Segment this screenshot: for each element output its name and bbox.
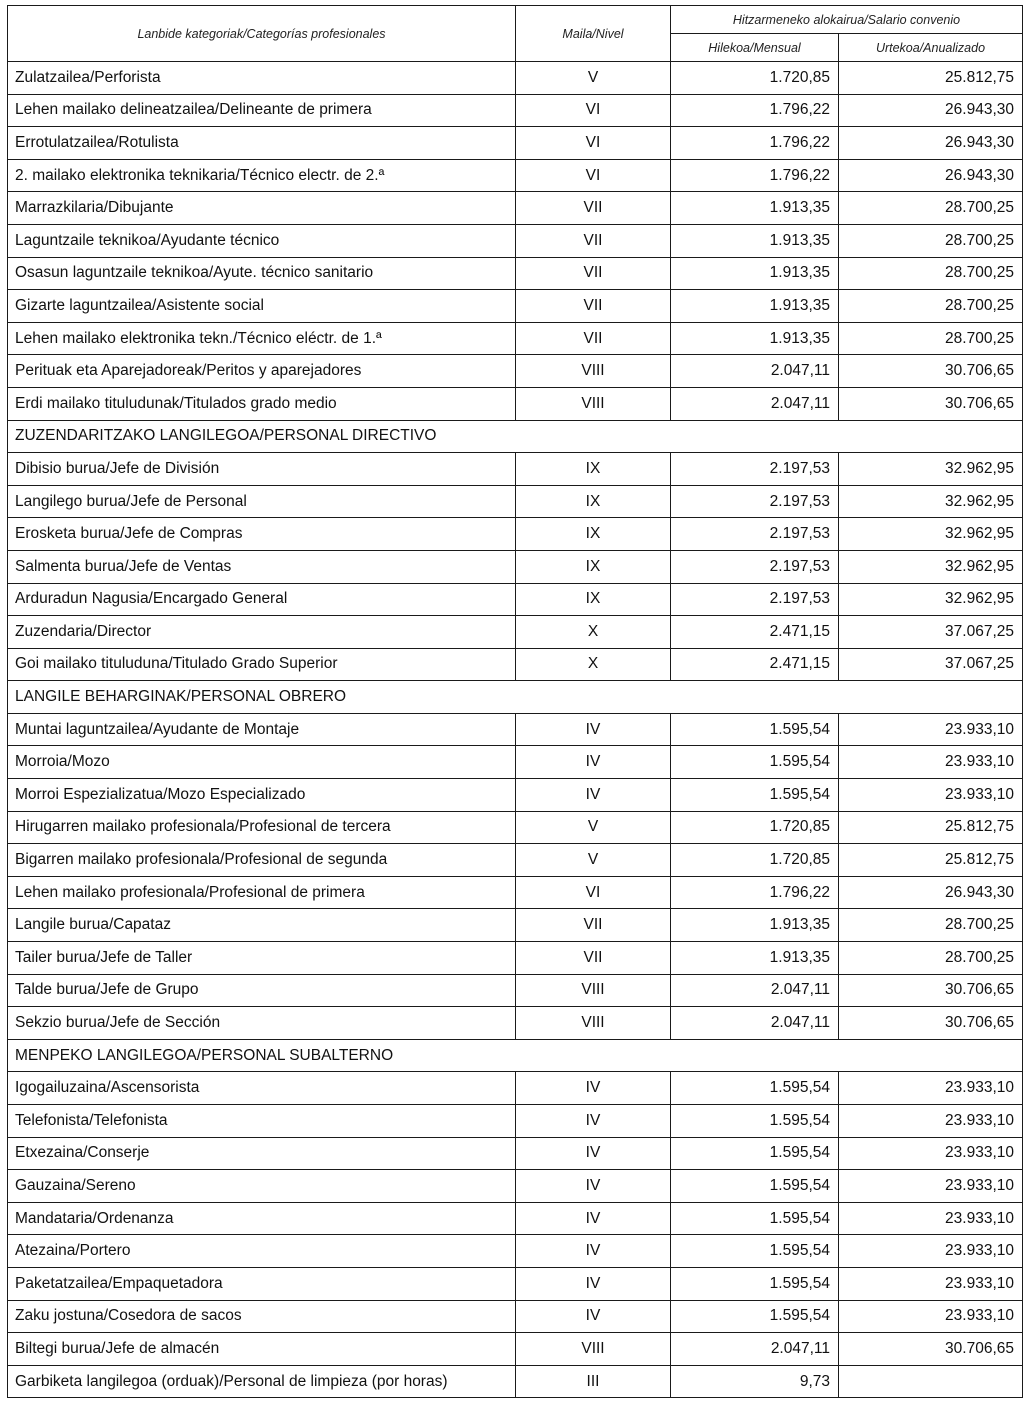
category-cell: Zuzendaria/Director [8, 616, 516, 649]
annual-salary-cell: 26.943,30 [839, 876, 1023, 909]
monthly-salary-cell: 1.595,54 [671, 779, 839, 812]
level-cell: IV [516, 746, 671, 779]
header-monthly: Hilekoa/Mensual [671, 34, 839, 62]
monthly-salary-cell: 1.720,85 [671, 811, 839, 844]
table-row [8, 127, 1023, 160]
level-cell: VII [516, 290, 671, 323]
table-row [8, 550, 1023, 583]
category-cell: Marrazkilaria/Dibujante [8, 192, 516, 225]
category-cell: Langilego burua/Jefe de Personal [8, 485, 516, 518]
level-cell: VIII [516, 1333, 671, 1366]
monthly-salary-cell: 2.197,53 [671, 485, 839, 518]
table-row [8, 224, 1023, 257]
annual-salary-cell: 30.706,65 [839, 974, 1023, 1007]
category-cell: Bigarren mailako profesionala/Profesional de segunda [8, 844, 516, 877]
monthly-salary-cell: 1.595,54 [671, 1202, 839, 1235]
category-cell: Erosketa burua/Jefe de Compras [8, 518, 516, 551]
level-cell: IV [516, 779, 671, 812]
level-cell: VI [516, 159, 671, 192]
annual-salary-cell: 23.933,10 [839, 1170, 1023, 1203]
level-cell: VII [516, 322, 671, 355]
monthly-salary-cell: 2.197,53 [671, 518, 839, 551]
monthly-salary-cell: 2.047,11 [671, 974, 839, 1007]
category-cell: Erdi mailako tituludunak/Titulados grado medio [8, 387, 516, 420]
level-cell: IX [516, 583, 671, 616]
annual-salary-cell: 26.943,30 [839, 159, 1023, 192]
category-cell: Arduradun Nagusia/Encargado General [8, 583, 516, 616]
level-cell: IV [516, 1202, 671, 1235]
table-header [8, 6, 1023, 62]
category-cell: Lehen mailako delineatzailea/Delineante de primera [8, 94, 516, 127]
level-cell: IX [516, 453, 671, 486]
category-cell: Talde burua/Jefe de Grupo [8, 974, 516, 1007]
table-row [8, 192, 1023, 225]
section-title: ZUZENDARITZAKO LANGILEGOA/PERSONAL DIRECTIVO [8, 420, 1023, 453]
table-row [8, 844, 1023, 877]
monthly-salary-cell: 1.595,54 [671, 1105, 839, 1138]
monthly-salary-cell: 1.720,85 [671, 62, 839, 95]
table-row [8, 322, 1023, 355]
header-salary-group: Hitzarmeneko alokairua/Salario convenio [671, 6, 1023, 34]
level-cell: VIII [516, 974, 671, 1007]
section-header-row [8, 420, 1023, 453]
monthly-salary-cell: 2.197,53 [671, 583, 839, 616]
monthly-salary-cell: 2.471,15 [671, 648, 839, 681]
table-row [8, 1105, 1023, 1138]
table-row [8, 159, 1023, 192]
annual-salary-cell: 28.700,25 [839, 942, 1023, 975]
level-cell: VII [516, 942, 671, 975]
monthly-salary-cell: 2.197,53 [671, 550, 839, 583]
table-row [8, 1365, 1023, 1398]
table-row [8, 811, 1023, 844]
category-cell: Sekzio burua/Jefe de Sección [8, 1007, 516, 1040]
category-cell: Gizarte laguntzailea/Asistente social [8, 290, 516, 323]
annual-salary-cell: 23.933,10 [839, 1202, 1023, 1235]
table-row [8, 616, 1023, 649]
salary-table [7, 5, 1023, 1398]
annual-salary-cell: 28.700,25 [839, 224, 1023, 257]
table-row [8, 713, 1023, 746]
annual-salary-cell: 23.933,10 [839, 1072, 1023, 1105]
category-cell: Biltegi burua/Jefe de almacén [8, 1333, 516, 1366]
monthly-salary-cell: 1.595,54 [671, 1235, 839, 1268]
monthly-salary-cell: 1.595,54 [671, 1170, 839, 1203]
level-cell: IV [516, 1267, 671, 1300]
table-row [8, 290, 1023, 323]
table-row [8, 1137, 1023, 1170]
table-row [8, 1007, 1023, 1040]
category-cell: Salmenta burua/Jefe de Ventas [8, 550, 516, 583]
monthly-salary-cell: 2.047,11 [671, 355, 839, 388]
section-title: LANGILE BEHARGINAK/PERSONAL OBRERO [8, 681, 1023, 714]
level-cell: IV [516, 1072, 671, 1105]
monthly-salary-cell: 2.047,11 [671, 387, 839, 420]
monthly-salary-cell: 1.913,35 [671, 257, 839, 290]
table-row [8, 876, 1023, 909]
category-cell: Tailer burua/Jefe de Taller [8, 942, 516, 975]
section-header-row [8, 681, 1023, 714]
monthly-salary-cell: 1.595,54 [671, 1267, 839, 1300]
annual-salary-cell: 37.067,25 [839, 648, 1023, 681]
monthly-salary-cell: 1.913,35 [671, 322, 839, 355]
table-row [8, 518, 1023, 551]
salary-table-container [7, 5, 1022, 1398]
annual-salary-cell: 23.933,10 [839, 713, 1023, 746]
section-header-row [8, 1039, 1023, 1072]
category-cell: Mandataria/Ordenanza [8, 1202, 516, 1235]
annual-salary-cell: 23.933,10 [839, 1235, 1023, 1268]
monthly-salary-cell: 2.047,11 [671, 1007, 839, 1040]
monthly-salary-cell: 2.047,11 [671, 1333, 839, 1366]
monthly-salary-cell: 1.796,22 [671, 127, 839, 160]
annual-salary-cell: 28.700,25 [839, 192, 1023, 225]
header-level: Maila/Nivel [516, 6, 671, 62]
level-cell: VIII [516, 387, 671, 420]
level-cell: IV [516, 1105, 671, 1138]
level-cell: IV [516, 1235, 671, 1268]
category-cell: Telefonista/Telefonista [8, 1105, 516, 1138]
annual-salary-cell [839, 1365, 1023, 1398]
level-cell: V [516, 62, 671, 95]
category-cell: Zulatzailea/Perforista [8, 62, 516, 95]
table-body [8, 62, 1023, 1398]
monthly-salary-cell: 1.595,54 [671, 713, 839, 746]
annual-salary-cell: 28.700,25 [839, 322, 1023, 355]
annual-salary-cell: 32.962,95 [839, 453, 1023, 486]
category-cell: Muntai laguntzailea/Ayudante de Montaje [8, 713, 516, 746]
level-cell: IX [516, 518, 671, 551]
monthly-salary-cell: 1.913,35 [671, 909, 839, 942]
annual-salary-cell: 30.706,65 [839, 1333, 1023, 1366]
table-row [8, 453, 1023, 486]
level-cell: IX [516, 485, 671, 518]
level-cell: III [516, 1365, 671, 1398]
table-row [8, 1072, 1023, 1105]
section-title: MENPEKO LANGILEGOA/PERSONAL SUBALTERNO [8, 1039, 1023, 1072]
category-cell: Lehen mailako profesionala/Profesional de primera [8, 876, 516, 909]
category-cell: Morroia/Mozo [8, 746, 516, 779]
monthly-salary-cell: 1.720,85 [671, 844, 839, 877]
table-row [8, 746, 1023, 779]
monthly-salary-cell: 1.595,54 [671, 746, 839, 779]
annual-salary-cell: 23.933,10 [839, 1105, 1023, 1138]
table-row [8, 257, 1023, 290]
monthly-salary-cell: 1.913,35 [671, 942, 839, 975]
annual-salary-cell: 32.962,95 [839, 485, 1023, 518]
level-cell: IV [516, 1137, 671, 1170]
header-category: Lanbide kategoriak/Categorías profesionales [8, 6, 516, 62]
table-row [8, 1235, 1023, 1268]
annual-salary-cell: 26.943,30 [839, 94, 1023, 127]
category-cell: Zaku jostuna/Cosedora de sacos [8, 1300, 516, 1333]
category-cell: Hirugarren mailako profesionala/Profesional de tercera [8, 811, 516, 844]
monthly-salary-cell: 9,73 [671, 1365, 839, 1398]
category-cell: Paketatzailea/Empaquetadora [8, 1267, 516, 1300]
monthly-salary-cell: 2.197,53 [671, 453, 839, 486]
monthly-salary-cell: 1.796,22 [671, 159, 839, 192]
table-row [8, 94, 1023, 127]
category-cell: Garbiketa langilegoa (orduak)/Personal de limpieza (por horas) [8, 1365, 516, 1398]
annual-salary-cell: 28.700,25 [839, 257, 1023, 290]
level-cell: VII [516, 224, 671, 257]
level-cell: IV [516, 1300, 671, 1333]
level-cell: IV [516, 1170, 671, 1203]
annual-salary-cell: 25.812,75 [839, 62, 1023, 95]
annual-salary-cell: 23.933,10 [839, 1300, 1023, 1333]
level-cell: X [516, 616, 671, 649]
level-cell: V [516, 811, 671, 844]
table-row [8, 485, 1023, 518]
level-cell: V [516, 844, 671, 877]
annual-salary-cell: 23.933,10 [839, 746, 1023, 779]
level-cell: VI [516, 94, 671, 127]
header-annual: Urtekoa/Anualizado [839, 34, 1023, 62]
category-cell: Etxezaina/Conserje [8, 1137, 516, 1170]
annual-salary-cell: 26.943,30 [839, 127, 1023, 160]
monthly-salary-cell: 2.471,15 [671, 616, 839, 649]
category-cell: Osasun laguntzaile teknikoa/Ayute. técnico sanitario [8, 257, 516, 290]
table-row [8, 779, 1023, 812]
monthly-salary-cell: 1.796,22 [671, 94, 839, 127]
annual-salary-cell: 37.067,25 [839, 616, 1023, 649]
level-cell: IX [516, 550, 671, 583]
monthly-salary-cell: 1.913,35 [671, 192, 839, 225]
table-row [8, 1170, 1023, 1203]
level-cell: VII [516, 909, 671, 942]
monthly-salary-cell: 1.595,54 [671, 1072, 839, 1105]
category-cell: Lehen mailako elektronika tekn./Técnico eléctr. de 1.ª [8, 322, 516, 355]
table-row [8, 909, 1023, 942]
category-cell: Perituak eta Aparejadoreak/Peritos y aparejadores [8, 355, 516, 388]
annual-salary-cell: 30.706,65 [839, 355, 1023, 388]
level-cell: VII [516, 192, 671, 225]
table-row [8, 583, 1023, 616]
monthly-salary-cell: 1.913,35 [671, 290, 839, 323]
category-cell: Laguntzaile teknikoa/Ayudante técnico [8, 224, 516, 257]
table-row [8, 1202, 1023, 1235]
annual-salary-cell: 23.933,10 [839, 1267, 1023, 1300]
level-cell: VI [516, 876, 671, 909]
monthly-salary-cell: 1.595,54 [671, 1137, 839, 1170]
table-row [8, 942, 1023, 975]
category-cell: 2. mailako elektronika teknikaria/Técnico electr. de 2.ª [8, 159, 516, 192]
table-row [8, 1267, 1023, 1300]
annual-salary-cell: 23.933,10 [839, 1137, 1023, 1170]
level-cell: IV [516, 713, 671, 746]
level-cell: VI [516, 127, 671, 160]
annual-salary-cell: 30.706,65 [839, 387, 1023, 420]
table-row [8, 974, 1023, 1007]
category-cell: Igogailuzaina/Ascensorista [8, 1072, 516, 1105]
category-cell: Goi mailako tituluduna/Titulado Grado Superior [8, 648, 516, 681]
table-row [8, 387, 1023, 420]
category-cell: Atezaina/Portero [8, 1235, 516, 1268]
monthly-salary-cell: 1.796,22 [671, 876, 839, 909]
category-cell: Langile burua/Capataz [8, 909, 516, 942]
table-row [8, 1333, 1023, 1366]
level-cell: X [516, 648, 671, 681]
annual-salary-cell: 30.706,65 [839, 1007, 1023, 1040]
level-cell: VIII [516, 1007, 671, 1040]
annual-salary-cell: 32.962,95 [839, 583, 1023, 616]
annual-salary-cell: 25.812,75 [839, 811, 1023, 844]
annual-salary-cell: 28.700,25 [839, 290, 1023, 323]
monthly-salary-cell: 1.913,35 [671, 224, 839, 257]
table-row [8, 62, 1023, 95]
category-cell: Dibisio burua/Jefe de División [8, 453, 516, 486]
annual-salary-cell: 32.962,95 [839, 518, 1023, 551]
table-row [8, 355, 1023, 388]
annual-salary-cell: 32.962,95 [839, 550, 1023, 583]
table-row [8, 1300, 1023, 1333]
category-cell: Gauzaina/Sereno [8, 1170, 516, 1203]
level-cell: VIII [516, 355, 671, 388]
table-row [8, 648, 1023, 681]
annual-salary-cell: 25.812,75 [839, 844, 1023, 877]
category-cell: Morroi Espezializatua/Mozo Especializado [8, 779, 516, 812]
annual-salary-cell: 28.700,25 [839, 909, 1023, 942]
monthly-salary-cell: 1.595,54 [671, 1300, 839, 1333]
level-cell: VII [516, 257, 671, 290]
annual-salary-cell: 23.933,10 [839, 779, 1023, 812]
category-cell: Errotulatzailea/Rotulista [8, 127, 516, 160]
